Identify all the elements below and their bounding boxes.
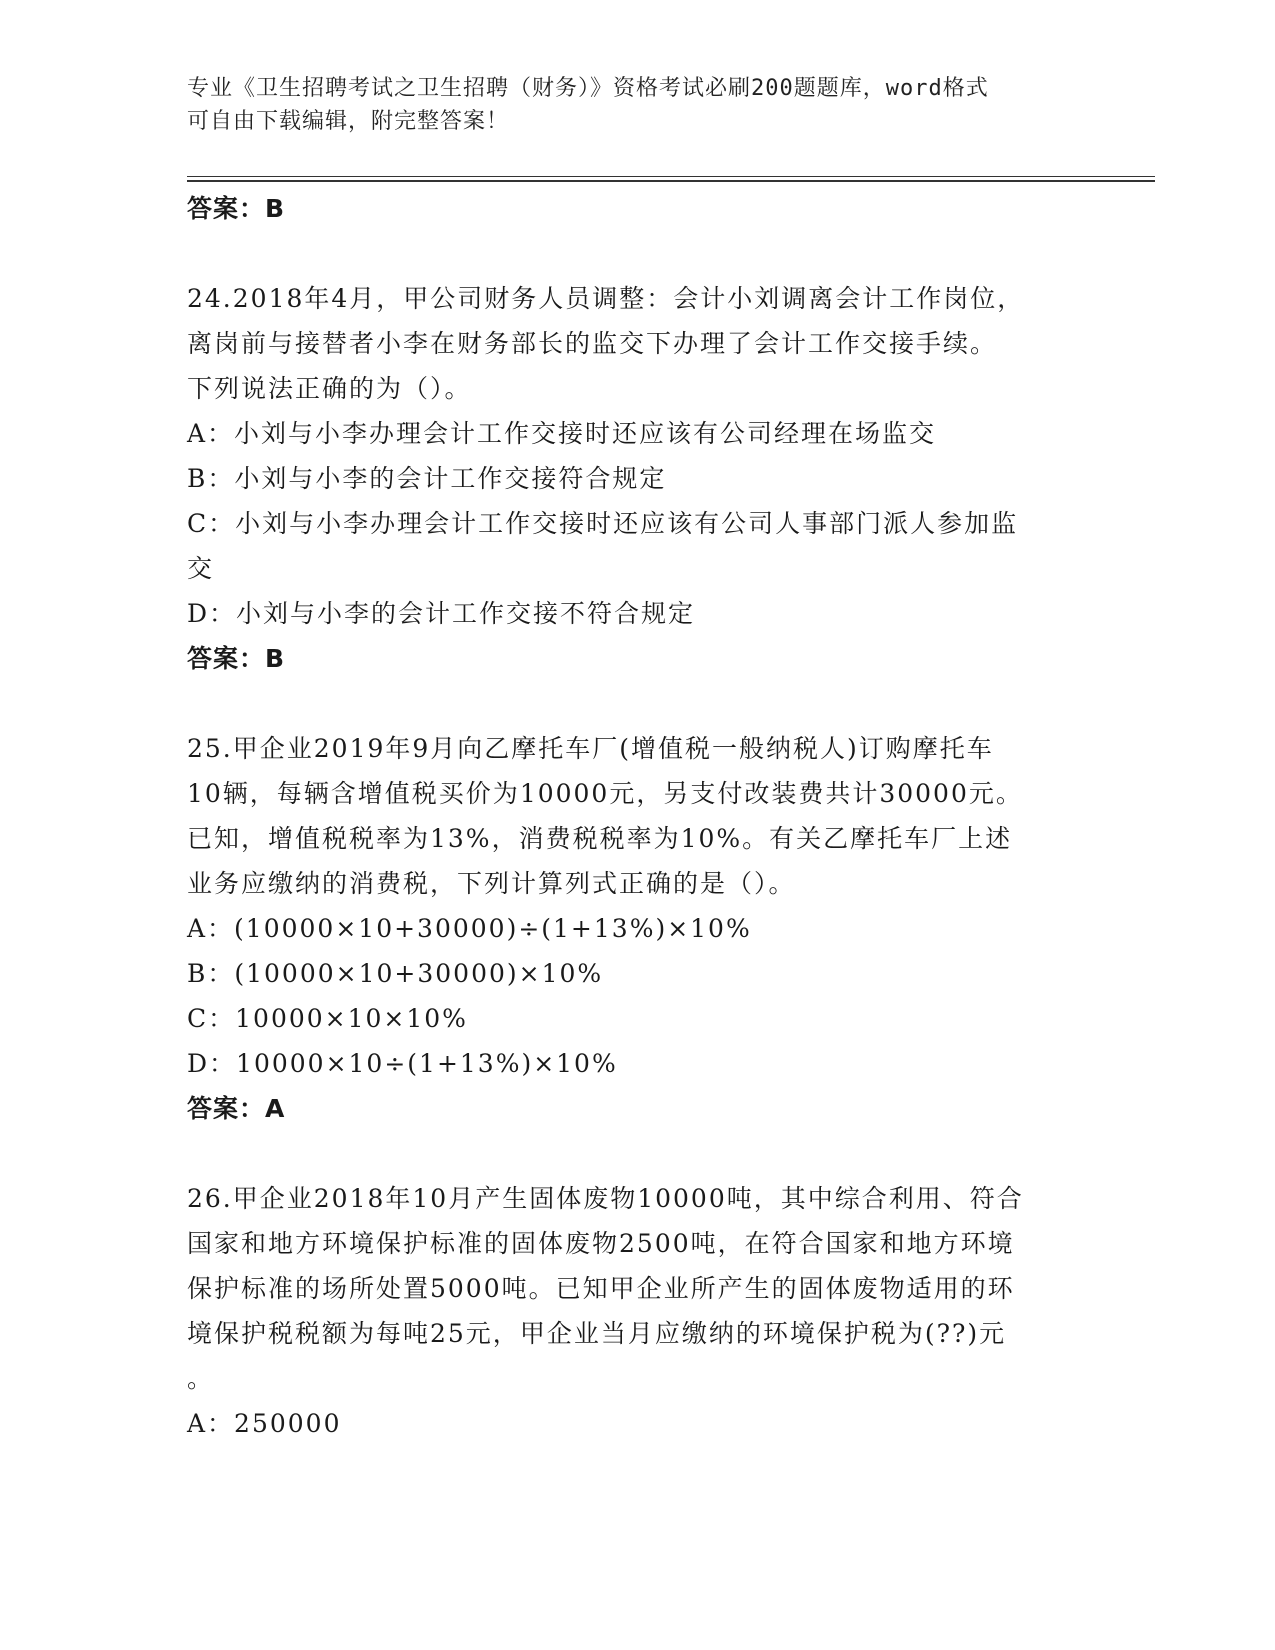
document-body [187,186,1087,1446]
question-text-line: 离岗前与接替者小李在财务部长的监交下办理了会计工作交接手续。 [187,329,998,358]
option-a: A：小刘与小李办理会计工作交接时还应该有公司经理在场监交 [187,419,937,448]
option-b: B：(10000×10+30000)×10% [187,959,604,988]
option-b: B：小刘与小李的会计工作交接符合规定 [187,464,667,493]
document-header [187,72,1067,138]
question-text-line: 25.甲企业2019年9月向乙摩托车厂(增值税一般纳税人)订购摩托车 [187,734,994,763]
question-text-line: 业务应缴纳的消费税，下列计算列式正确的是（）。 [187,869,796,898]
option-d: D：10000×10÷(1+13%)×10% [187,1049,618,1078]
option-a: A：250000 [187,1409,342,1438]
question-text-line: 10辆，每辆含增值税买价为10000元，另支付改装费共计30000元。 [187,779,1023,808]
spacer [187,231,1087,276]
question-24 [187,276,1087,681]
question-text-line: 已知，增值税税率为13%，消费税税率为10%。有关乙摩托车厂上述 [187,824,1013,853]
answer-25: 答案：A [187,1094,286,1123]
header-line-2: 可自由下载编辑，附完整答案！ [187,109,510,134]
question-text-line: 26.甲企业2018年10月产生固体废物10000吨，其中综合利用、符合 [187,1184,1024,1213]
option-c: C：10000×10×10% [187,1004,468,1033]
previous-answer: 答案：B [187,194,286,223]
question-26 [187,1176,1087,1446]
question-text-line: 保护标准的场所处置5000吨。已知甲企业所产生的固体废物适用的环 [187,1274,1015,1303]
question-text-line: 国家和地方环境保护标准的固体废物2500吨，在符合国家和地方环境 [187,1229,1015,1258]
question-text-line: 下列说法正确的为（）。 [187,374,472,403]
question-25 [187,726,1087,1131]
option-a: A：(10000×10+30000)÷(1+13%)×10% [187,914,752,943]
question-text-line: 。 [187,1364,215,1393]
option-c-continued: 交 [187,554,215,583]
question-text-line: 境保护税税额为每吨25元，甲企业当月应缴纳的环境保护税为(??)元 [187,1319,1007,1348]
header-divider-thin [187,176,1155,177]
answer-24: 答案：B [187,644,286,673]
header-divider-thick [187,180,1155,182]
question-text-line: 24.2018年4月，甲公司财务人员调整：会计小刘调离会计工作岗位， [187,284,1025,313]
option-c: C：小刘与小李办理会计工作交接时还应该有公司人事部门派人参加监 [187,509,1019,538]
spacer [187,1131,1087,1176]
option-d: D：小刘与小李的会计工作交接不符合规定 [187,599,696,628]
spacer [187,681,1087,726]
header-line-1: 专业《卫生招聘考试之卫生招聘（财务）》资格考试必刷200题题库，word格式 [187,76,989,101]
